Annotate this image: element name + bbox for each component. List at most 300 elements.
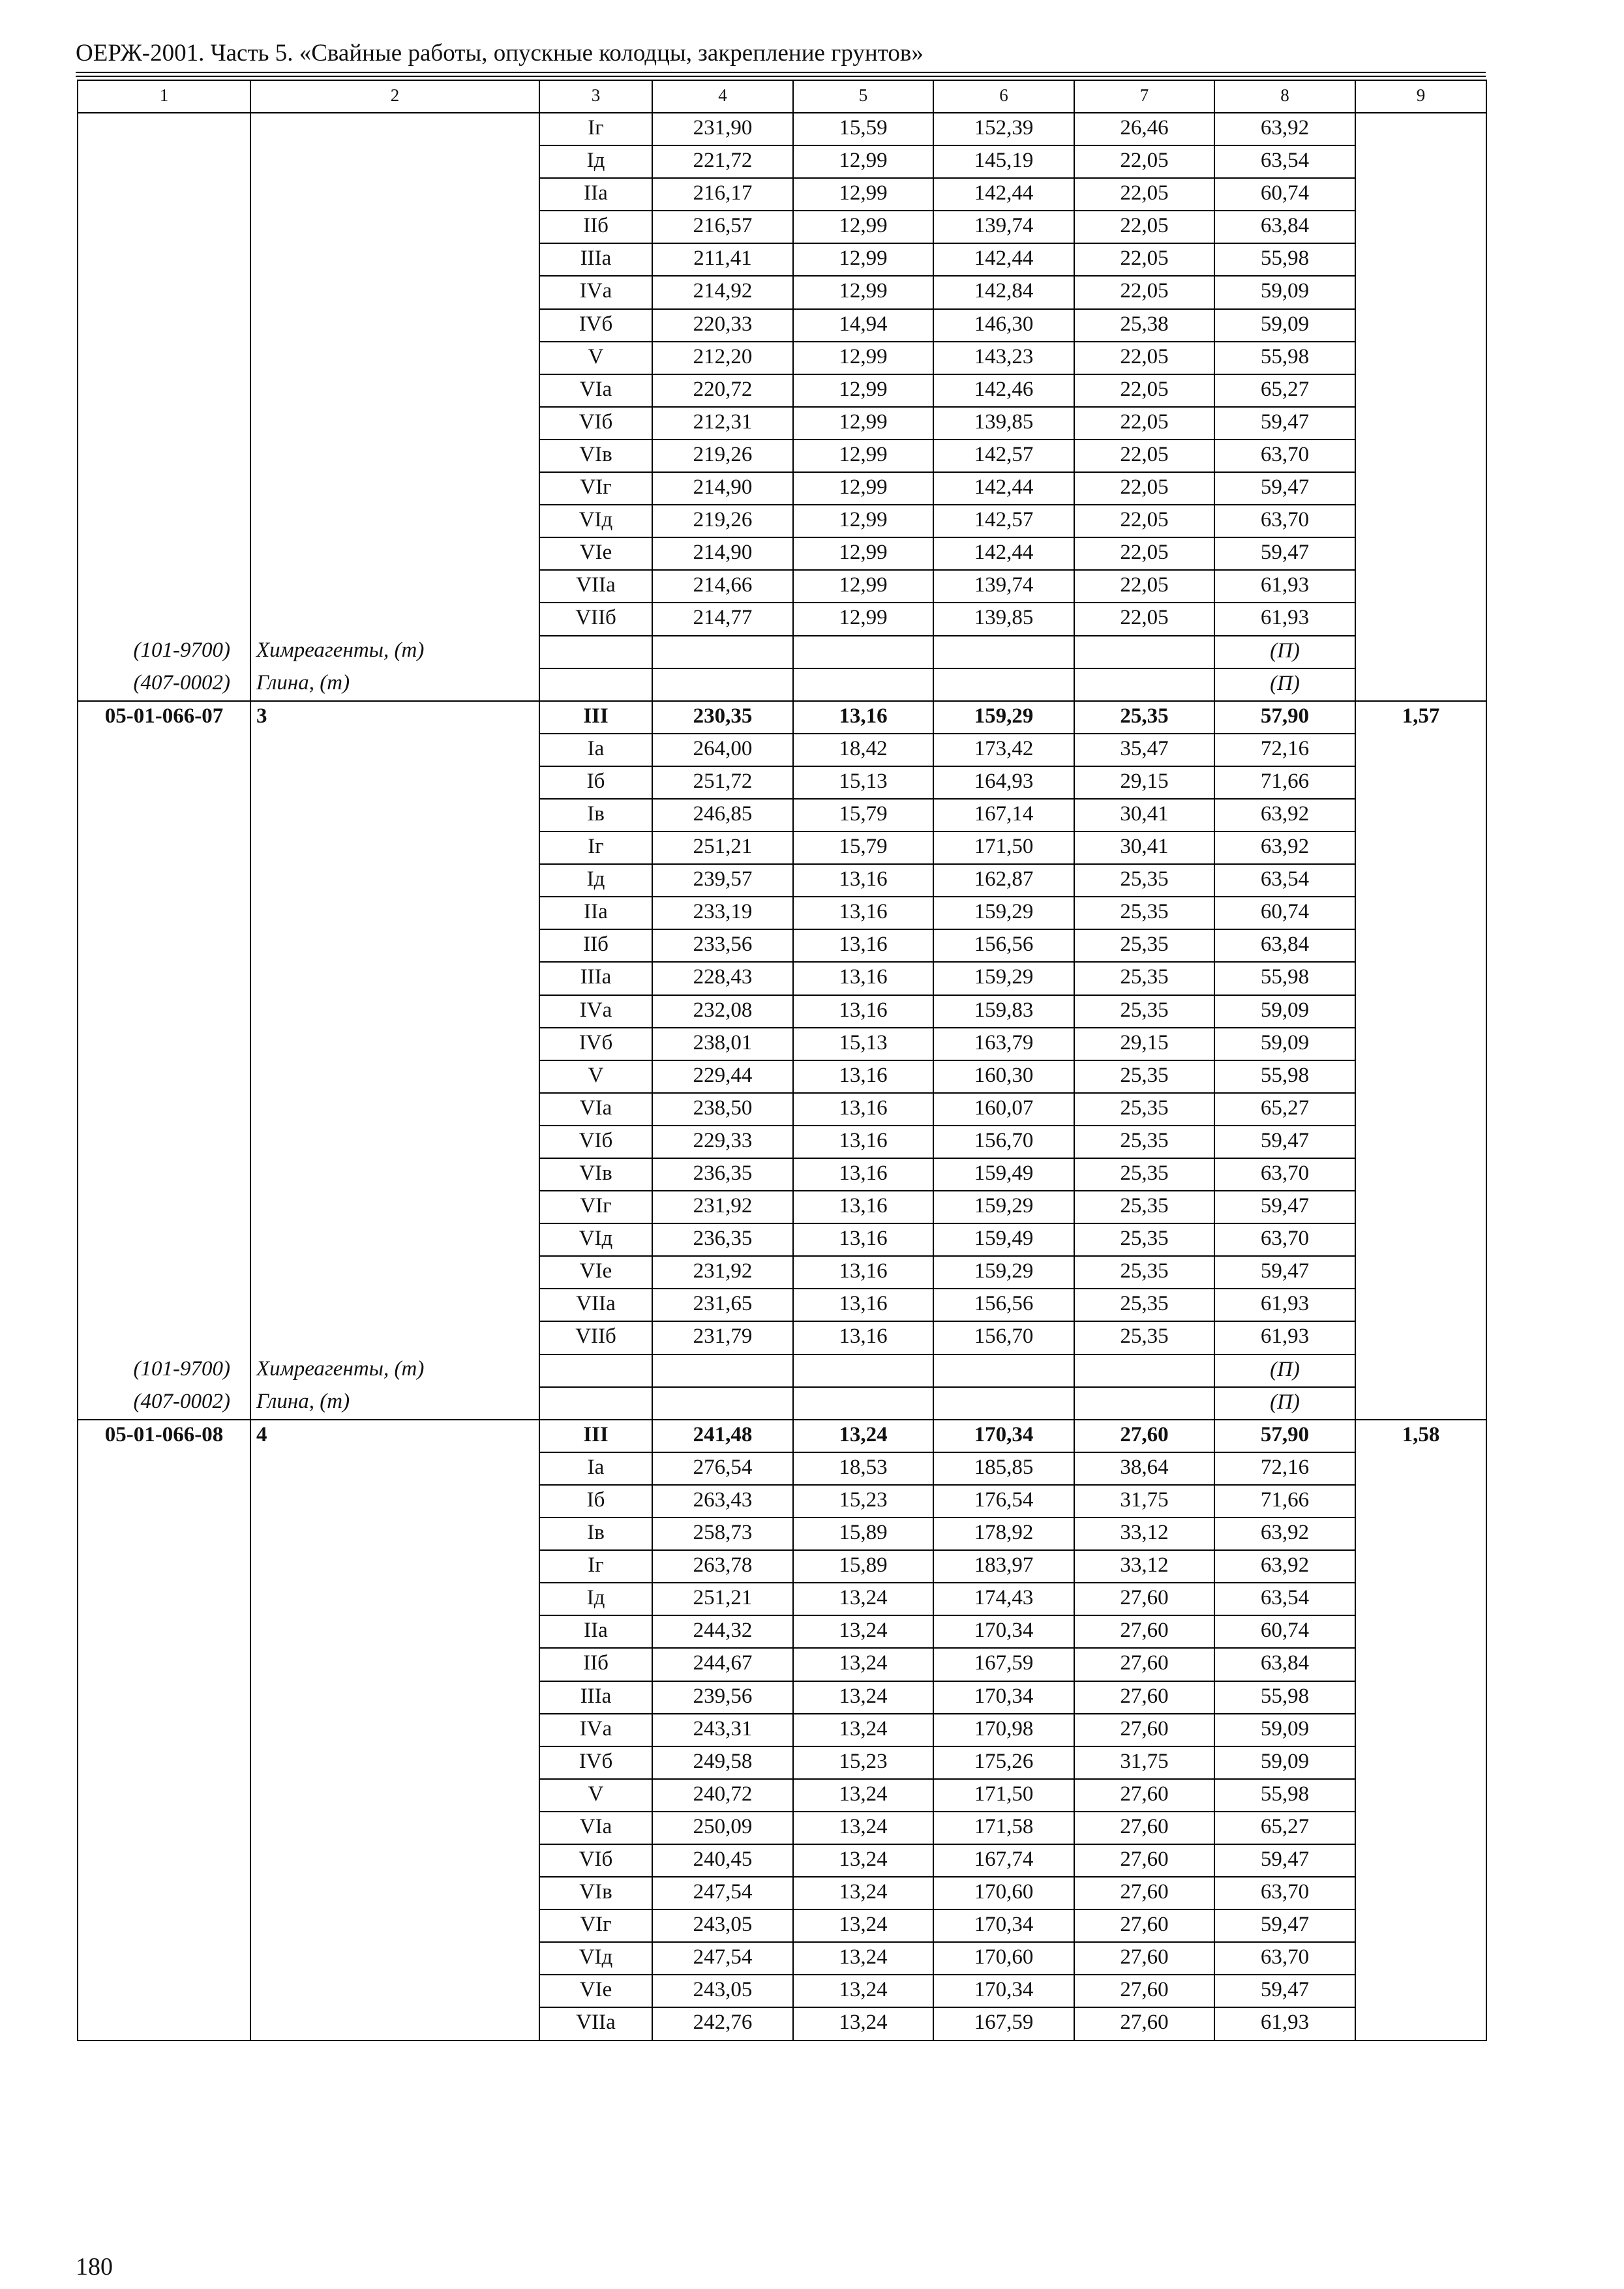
labor-cost-cell (1355, 1518, 1486, 1550)
operator-wages-cell: 25,35 (1074, 1060, 1214, 1093)
direct-cost-cell: 244,67 (652, 1648, 793, 1681)
resource-row (78, 1387, 1486, 1420)
group-number-cell (250, 603, 539, 635)
soil-class-cell: IIIа (539, 1681, 652, 1714)
materials-cell: 59,09 (1214, 1714, 1355, 1746)
soil-class-cell: Iг (539, 113, 652, 145)
materials-cell: 55,98 (1214, 342, 1355, 374)
rate-code-cell (78, 440, 250, 472)
group-number-cell: Глина, (т) (250, 1387, 539, 1420)
direct-cost-cell: 230,35 (652, 701, 793, 734)
soil-class-cell: Iа (539, 734, 652, 766)
operator-wages-cell: 25,35 (1074, 864, 1214, 897)
machine-cost-cell: 174,43 (933, 1583, 1074, 1615)
machine-cost-cell: 159,29 (933, 1191, 1074, 1223)
soil-variant-row (78, 570, 1486, 603)
materials-cell: 71,66 (1214, 766, 1355, 799)
wages-cell: 12,99 (793, 505, 933, 537)
operator-wages-cell: 25,35 (1074, 1093, 1214, 1126)
labor-cost-cell (1355, 2007, 1486, 2040)
direct-cost-cell: 214,66 (652, 570, 793, 603)
soil-class-cell: VIб (539, 1844, 652, 1877)
machine-cost-cell: 156,56 (933, 929, 1074, 962)
direct-cost-cell: 212,31 (652, 407, 793, 440)
labor-cost-cell (1355, 374, 1486, 407)
operator-wages-cell (1074, 1387, 1214, 1420)
operator-wages-cell (1074, 1354, 1214, 1387)
direct-cost-cell: 238,50 (652, 1093, 793, 1126)
materials-cell: 63,70 (1214, 1158, 1355, 1191)
direct-cost-cell: 243,05 (652, 1909, 793, 1942)
machine-cost-cell: 173,42 (933, 734, 1074, 766)
rate-code-cell (78, 1909, 250, 1942)
operator-wages-cell: 31,75 (1074, 1485, 1214, 1518)
rate-code-cell (78, 211, 250, 243)
rate-code-cell (78, 799, 250, 831)
direct-cost-cell: 251,21 (652, 831, 793, 864)
soil-variant-row (78, 1615, 1486, 1648)
operator-wages-cell: 25,35 (1074, 962, 1214, 995)
group-number-cell (250, 113, 539, 145)
soil-class-cell: V (539, 1060, 652, 1093)
soil-variant-row (78, 1126, 1486, 1158)
soil-variant-row (78, 1191, 1486, 1223)
soil-variant-row (78, 211, 1486, 243)
direct-cost-cell: 214,77 (652, 603, 793, 635)
operator-wages-cell: 22,05 (1074, 407, 1214, 440)
materials-cell: 63,92 (1214, 831, 1355, 864)
machine-cost-cell: 160,30 (933, 1060, 1074, 1093)
machine-cost-cell: 156,70 (933, 1321, 1074, 1354)
wages-cell: 15,89 (793, 1550, 933, 1583)
direct-cost-cell: 236,35 (652, 1158, 793, 1191)
operator-wages-cell: 38,64 (1074, 1452, 1214, 1485)
wages-cell: 13,16 (793, 864, 933, 897)
operator-wages-cell: 27,60 (1074, 1648, 1214, 1681)
soil-class-cell: VIг (539, 1191, 652, 1223)
soil-class-cell: IIб (539, 1648, 652, 1681)
direct-cost-cell: 216,17 (652, 178, 793, 211)
soil-variant-row (78, 897, 1486, 929)
soil-class-cell: IIб (539, 929, 652, 962)
group-number-cell: 4 (250, 1420, 539, 1452)
rate-code-cell (78, 1518, 250, 1550)
materials-cell: 55,98 (1214, 962, 1355, 995)
soil-class-cell: VIIа (539, 570, 652, 603)
operator-wages-cell: 33,12 (1074, 1518, 1214, 1550)
group-number-cell (250, 929, 539, 962)
labor-cost-cell (1355, 178, 1486, 211)
soil-class-cell: VIе (539, 537, 652, 570)
group-number-cell (250, 1909, 539, 1942)
wages-cell: 13,24 (793, 1909, 933, 1942)
soil-variant-row (78, 1681, 1486, 1714)
labor-cost-cell (1355, 897, 1486, 929)
machine-cost-cell: 146,30 (933, 309, 1074, 342)
wages-cell: 13,16 (793, 1223, 933, 1256)
wages-cell: 15,23 (793, 1746, 933, 1779)
soil-class-cell (539, 636, 652, 668)
direct-cost-cell: 276,54 (652, 1452, 793, 1485)
operator-wages-cell: 22,05 (1074, 211, 1214, 243)
rate-code-cell (78, 1126, 250, 1158)
materials-cell: 63,54 (1214, 145, 1355, 178)
machine-cost-cell: 170,34 (933, 1975, 1074, 2007)
labor-cost-cell (1355, 1158, 1486, 1191)
rate-code-cell: (407-0002) (78, 668, 250, 701)
operator-wages-cell: 25,35 (1074, 929, 1214, 962)
machine-cost-cell (933, 1354, 1074, 1387)
soil-variant-row (78, 929, 1486, 962)
materials-cell: 63,54 (1214, 864, 1355, 897)
materials-cell: 59,09 (1214, 309, 1355, 342)
soil-class-cell: VIIа (539, 1289, 652, 1321)
wages-cell: 15,59 (793, 113, 933, 145)
soil-class-cell: VIIб (539, 603, 652, 635)
group-number-cell (250, 1191, 539, 1223)
labor-cost-cell: 1,57 (1355, 701, 1486, 734)
direct-cost-cell: 263,43 (652, 1485, 793, 1518)
rate-code-cell (78, 1975, 250, 2007)
direct-cost-cell: 231,92 (652, 1191, 793, 1223)
soil-variant-row (78, 1779, 1486, 1812)
group-number-cell (250, 1779, 539, 1812)
materials-cell: 59,09 (1214, 1028, 1355, 1060)
direct-cost-cell (652, 1387, 793, 1420)
group-number-cell (250, 962, 539, 995)
soil-variant-row (78, 1028, 1486, 1060)
soil-class-cell: VIа (539, 374, 652, 407)
operator-wages-cell: 27,60 (1074, 2007, 1214, 2040)
labor-cost-cell (1355, 1877, 1486, 1909)
direct-cost-cell: 239,57 (652, 864, 793, 897)
operator-wages-cell: 31,75 (1074, 1746, 1214, 1779)
materials-cell: 63,84 (1214, 1648, 1355, 1681)
labor-cost-cell (1355, 276, 1486, 308)
labor-cost-cell (1355, 1191, 1486, 1223)
labor-cost-cell (1355, 1289, 1486, 1321)
labor-cost-cell (1355, 1909, 1486, 1942)
direct-cost-cell: 264,00 (652, 734, 793, 766)
labor-cost-cell (1355, 1028, 1486, 1060)
rate-code-cell (78, 309, 250, 342)
operator-wages-cell: 33,12 (1074, 1550, 1214, 1583)
rate-code-cell (78, 603, 250, 635)
wages-cell: 12,99 (793, 276, 933, 308)
soil-class-cell: IVб (539, 1746, 652, 1779)
materials-cell: 61,93 (1214, 1321, 1355, 1354)
wages-cell: 13,16 (793, 1191, 933, 1223)
group-number-cell (250, 1746, 539, 1779)
group-number-cell: Химреагенты, (т) (250, 1354, 539, 1387)
rate-code-cell (78, 537, 250, 570)
soil-class-cell: VIа (539, 1812, 652, 1844)
soil-class-cell: Iв (539, 1518, 652, 1550)
soil-variant-row (78, 1714, 1486, 1746)
materials-cell: 63,84 (1214, 929, 1355, 962)
labor-cost-cell (1355, 407, 1486, 440)
soil-variant-row (78, 603, 1486, 635)
direct-cost-cell: 221,72 (652, 145, 793, 178)
soil-variant-row (78, 342, 1486, 374)
rate-code-cell (78, 342, 250, 374)
group-number-cell (250, 1223, 539, 1256)
labor-cost-cell: 1,58 (1355, 1420, 1486, 1452)
operator-wages-cell: 22,05 (1074, 505, 1214, 537)
operator-wages-cell: 22,05 (1074, 603, 1214, 635)
machine-cost-cell: 139,74 (933, 211, 1074, 243)
soil-class-cell: VIд (539, 1942, 652, 1975)
soil-class-cell: Iд (539, 1583, 652, 1615)
group-number-cell (250, 537, 539, 570)
group-number-cell: Глина, (т) (250, 668, 539, 701)
operator-wages-cell: 22,05 (1074, 570, 1214, 603)
direct-cost-cell: 231,79 (652, 1321, 793, 1354)
resource-row (78, 668, 1486, 701)
materials-cell: 63,70 (1214, 1877, 1355, 1909)
labor-cost-cell (1355, 1354, 1486, 1387)
rate-code-cell (78, 864, 250, 897)
group-number-cell (250, 1615, 539, 1648)
group-number-cell (250, 1289, 539, 1321)
machine-cost-cell: 142,84 (933, 276, 1074, 308)
direct-cost-cell: 251,21 (652, 1583, 793, 1615)
machine-cost-cell: 167,14 (933, 799, 1074, 831)
wages-cell: 12,99 (793, 178, 933, 211)
wages-cell: 15,89 (793, 1518, 933, 1550)
materials-cell: 59,47 (1214, 1909, 1355, 1942)
machine-cost-cell: 159,29 (933, 1256, 1074, 1289)
group-number-cell (250, 1158, 539, 1191)
machine-cost-cell: 142,44 (933, 472, 1074, 505)
group-number-cell (250, 505, 539, 537)
materials-cell: 57,90 (1214, 701, 1355, 734)
soil-class-cell: IVа (539, 276, 652, 308)
wages-cell: 13,16 (793, 897, 933, 929)
labor-cost-cell (1355, 766, 1486, 799)
operator-wages-cell: 25,38 (1074, 309, 1214, 342)
group-number-cell (250, 1648, 539, 1681)
soil-variant-row (78, 1550, 1486, 1583)
rate-code-cell (78, 1550, 250, 1583)
operator-wages-cell: 27,60 (1074, 1975, 1214, 2007)
rate-code-cell (78, 276, 250, 308)
rate-code-cell (78, 962, 250, 995)
machine-cost-cell: 159,49 (933, 1223, 1074, 1256)
labor-cost-cell (1355, 1746, 1486, 1779)
soil-class-cell: Iб (539, 766, 652, 799)
group-number-cell (250, 407, 539, 440)
rate-row (78, 1420, 1486, 1452)
operator-wages-cell: 25,35 (1074, 1256, 1214, 1289)
soil-variant-row (78, 1223, 1486, 1256)
soil-variant-row (78, 1452, 1486, 1485)
direct-cost-cell: 231,65 (652, 1289, 793, 1321)
soil-class-cell: IVа (539, 1714, 652, 1746)
machine-cost-cell: 145,19 (933, 145, 1074, 178)
soil-variant-row (78, 1583, 1486, 1615)
rate-code-cell: 05-01-066-07 (78, 701, 250, 734)
machine-cost-cell (933, 668, 1074, 701)
materials-cell: (П) (1214, 636, 1355, 668)
materials-cell: 59,47 (1214, 537, 1355, 570)
group-number-cell (250, 178, 539, 211)
direct-cost-cell: 246,85 (652, 799, 793, 831)
group-number-cell (250, 374, 539, 407)
soil-variant-row (78, 1648, 1486, 1681)
machine-cost-cell: 163,79 (933, 1028, 1074, 1060)
labor-cost-cell (1355, 831, 1486, 864)
direct-cost-cell: 231,92 (652, 1256, 793, 1289)
materials-cell: 61,93 (1214, 1289, 1355, 1321)
machine-cost-cell: 143,23 (933, 342, 1074, 374)
soil-variant-row (78, 505, 1486, 537)
soil-class-cell: V (539, 342, 652, 374)
machine-cost-cell: 171,50 (933, 831, 1074, 864)
machine-cost-cell: 170,34 (933, 1681, 1074, 1714)
resource-row (78, 636, 1486, 668)
machine-cost-cell: 159,29 (933, 962, 1074, 995)
materials-cell: 59,47 (1214, 1844, 1355, 1877)
materials-cell: 65,27 (1214, 1812, 1355, 1844)
soil-class-cell (539, 668, 652, 701)
machine-cost-cell: 142,57 (933, 440, 1074, 472)
rate-code-cell (78, 1877, 250, 1909)
rate-code-cell (78, 1256, 250, 1289)
labor-cost-cell (1355, 1126, 1486, 1158)
direct-cost-cell: 219,26 (652, 505, 793, 537)
group-number-cell (250, 570, 539, 603)
direct-cost-cell: 240,72 (652, 1779, 793, 1812)
wages-cell: 13,16 (793, 1158, 933, 1191)
group-number-cell (250, 1321, 539, 1354)
rate-code-cell (78, 1485, 250, 1518)
rate-code-cell (78, 1714, 250, 1746)
soil-class-cell: VIб (539, 1126, 652, 1158)
materials-cell: (П) (1214, 668, 1355, 701)
wages-cell: 12,99 (793, 603, 933, 635)
rate-code-cell (78, 831, 250, 864)
direct-cost-cell: 214,90 (652, 537, 793, 570)
wages-cell: 13,24 (793, 1681, 933, 1714)
operator-wages-cell: 27,60 (1074, 1420, 1214, 1452)
labor-cost-cell (1355, 1485, 1486, 1518)
group-number-cell (250, 145, 539, 178)
direct-cost-cell: 236,35 (652, 1223, 793, 1256)
group-number-cell (250, 1485, 539, 1518)
wages-cell: 13,24 (793, 1975, 933, 2007)
machine-cost-cell: 170,34 (933, 1909, 1074, 1942)
wages-cell: 13,16 (793, 995, 933, 1028)
group-number-cell (250, 440, 539, 472)
direct-cost-cell: 231,90 (652, 113, 793, 145)
machine-cost-cell: 156,70 (933, 1126, 1074, 1158)
operator-wages-cell: 27,60 (1074, 1844, 1214, 1877)
wages-cell: 18,42 (793, 734, 933, 766)
group-number-cell (250, 1256, 539, 1289)
soil-class-cell: Iд (539, 145, 652, 178)
group-number-cell: 3 (250, 701, 539, 734)
direct-cost-cell: 220,72 (652, 374, 793, 407)
soil-class-cell (539, 1354, 652, 1387)
wages-cell: 12,99 (793, 243, 933, 276)
machine-cost-cell: 139,85 (933, 407, 1074, 440)
operator-wages-cell: 22,05 (1074, 276, 1214, 308)
soil-variant-row (78, 1877, 1486, 1909)
direct-cost-cell: 216,57 (652, 211, 793, 243)
group-number-cell: Химреагенты, (т) (250, 636, 539, 668)
soil-class-cell: Iд (539, 864, 652, 897)
rate-code-cell: (407-0002) (78, 1387, 250, 1420)
wages-cell: 13,24 (793, 1942, 933, 1975)
machine-cost-cell (933, 1387, 1074, 1420)
soil-variant-row (78, 1289, 1486, 1321)
rate-code-cell: (101-9700) (78, 1354, 250, 1387)
soil-variant-row (78, 276, 1486, 308)
wages-cell (793, 668, 933, 701)
machine-cost-cell: 142,44 (933, 243, 1074, 276)
labor-cost-cell (1355, 603, 1486, 635)
soil-variant-row (78, 178, 1486, 211)
rate-code-cell (78, 2007, 250, 2040)
wages-cell: 12,99 (793, 342, 933, 374)
labor-cost-cell (1355, 1550, 1486, 1583)
materials-cell: 63,70 (1214, 1223, 1355, 1256)
soil-variant-row (78, 831, 1486, 864)
soil-variant-row (78, 407, 1486, 440)
labor-cost-cell (1355, 472, 1486, 505)
column-number: 8 (1214, 80, 1355, 113)
machine-cost-cell: 171,58 (933, 1812, 1074, 1844)
labor-cost-cell (1355, 799, 1486, 831)
materials-cell: 63,54 (1214, 1583, 1355, 1615)
labor-cost-cell (1355, 113, 1486, 145)
materials-cell: 63,92 (1214, 1550, 1355, 1583)
header-rule-double (76, 76, 1486, 77)
wages-cell: 12,99 (793, 374, 933, 407)
soil-variant-row (78, 1518, 1486, 1550)
group-number-cell (250, 766, 539, 799)
rate-code-cell (78, 1746, 250, 1779)
rate-code-cell (78, 1779, 250, 1812)
labor-cost-cell (1355, 636, 1486, 668)
operator-wages-cell: 25,35 (1074, 897, 1214, 929)
direct-cost-cell: 263,78 (652, 1550, 793, 1583)
wages-cell: 13,16 (793, 929, 933, 962)
soil-class-cell: VIв (539, 1877, 652, 1909)
operator-wages-cell: 27,60 (1074, 1681, 1214, 1714)
rate-code-cell (78, 929, 250, 962)
soil-variant-row (78, 995, 1486, 1028)
soil-class-cell: IIа (539, 178, 652, 211)
direct-cost-cell: 241,48 (652, 1420, 793, 1452)
labor-cost-cell (1355, 505, 1486, 537)
direct-cost-cell: 242,76 (652, 2007, 793, 2040)
labor-cost-cell (1355, 1387, 1486, 1420)
machine-cost-cell: 142,44 (933, 537, 1074, 570)
rate-code-cell (78, 1321, 250, 1354)
materials-cell: 60,74 (1214, 1615, 1355, 1648)
materials-cell: 71,66 (1214, 1485, 1355, 1518)
group-number-cell (250, 243, 539, 276)
soil-class-cell: Iа (539, 1452, 652, 1485)
rate-code-cell (78, 1289, 250, 1321)
wages-cell: 13,24 (793, 1877, 933, 1909)
operator-wages-cell: 22,05 (1074, 440, 1214, 472)
labor-cost-cell (1355, 1223, 1486, 1256)
wages-cell: 13,16 (793, 1060, 933, 1093)
machine-cost-cell: 162,87 (933, 864, 1074, 897)
